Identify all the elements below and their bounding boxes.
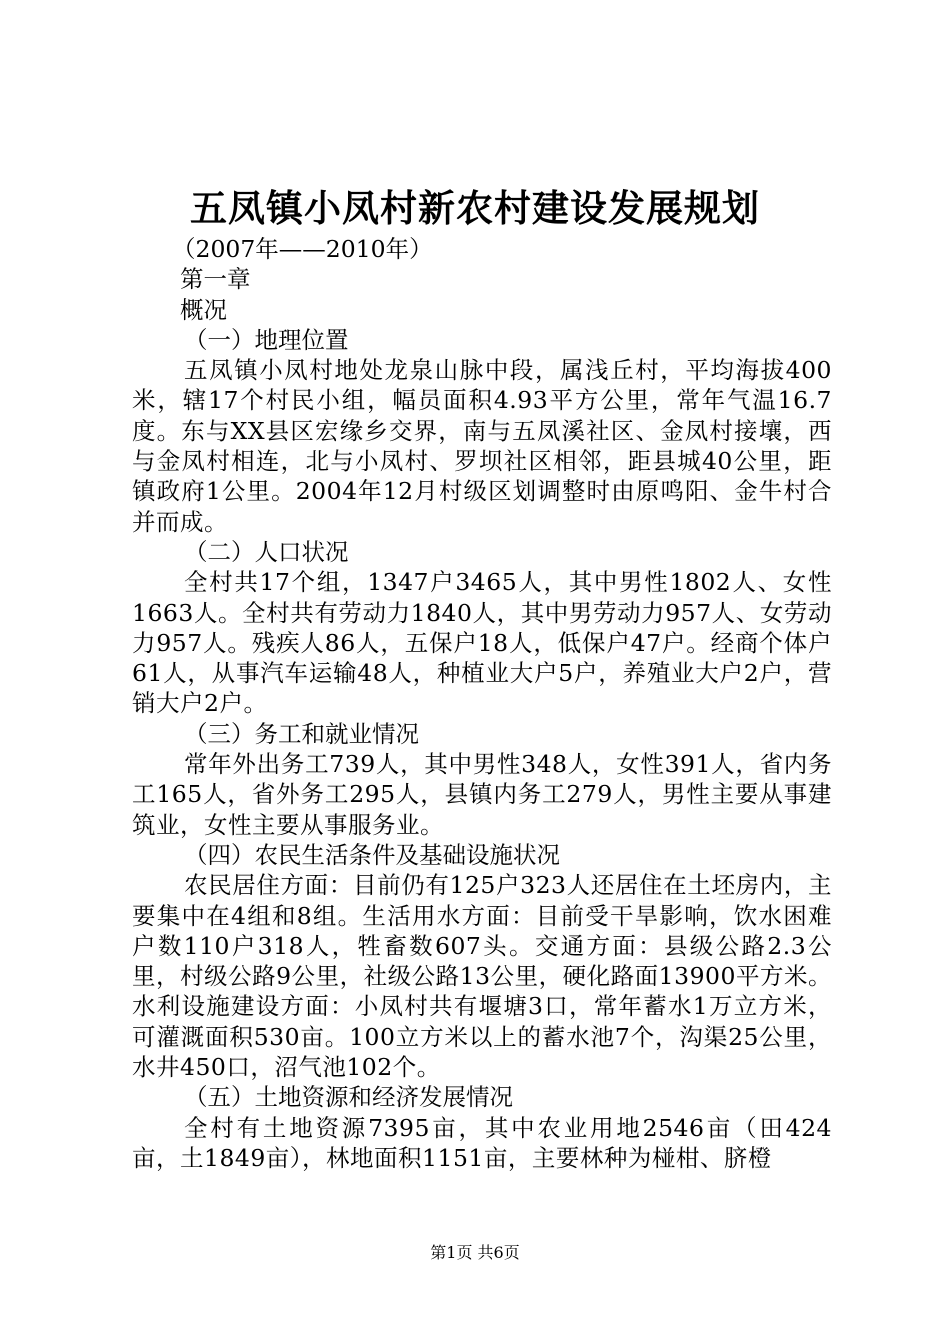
document-title: 五凤镇小凤村新农村建设发展规划 <box>190 186 760 230</box>
section-paragraph: 全村有土地资源7395亩，其中农业用地2546亩（田424亩，土1849亩），林地面积1151亩，主要林种为椪柑、脐橙 <box>132 1113 832 1172</box>
section-paragraph: 常年外出务工739人，其中男性348人，女性391人，省内务工165人，省外务工295人，县镇内务工279人，男性主要从事建筑业，女性主要从事服务业。 <box>132 750 832 839</box>
section-heading: （五）土地资源和经济发展情况 <box>184 1083 513 1112</box>
section-heading: （一）地理位置 <box>184 325 349 354</box>
section-heading: （四）农民生活条件及基础设施状况 <box>184 840 560 869</box>
section-paragraph: 全村共17个组，1347户3465人，其中男性1802人、女性1663人。全村共有劳动力1840人，其中男劳动力957人、女劳动力957人。残疾人86人，五保户18人，低保户47户。经商个体户61人，从事汽车运输48人，种植业大户5户，养殖业大户2户，营销大户2户。 <box>132 568 832 718</box>
chapter-title: 概况 <box>180 295 227 324</box>
chapter-label: 第一章 <box>180 265 251 294</box>
period-line: （2007年——2010年） <box>172 235 433 263</box>
section-heading: （三）务工和就业情况 <box>184 719 419 748</box>
document-body <box>132 234 832 1173</box>
page-number-footer: 第1页 共6页 <box>430 1243 520 1262</box>
section-paragraph: 五凤镇小凤村地处龙泉山脉中段，属浅丘村，平均海拔400米，辖17个村民小组，幅员面积4.93平方公里，常年气温16.7度。东与XX县区宏缘乡交界，南与五凤溪社区、金凤村接壤，西与金凤村相连，北与小凤村、罗坝社区相邻，距县城40公里，距镇政府1公里。2004年12月村级区划调整时由原鸣阳、金牛村合并而成。 <box>132 356 832 536</box>
section-paragraph: 农民居住方面：目前仍有125户323人还居住在土坯房内，主要集中在4组和8组。生活用水方面：目前受干旱影响，饮水困难户数110户318人，牲畜数607头。交通方面：县级公路2.3公里，村级公路9公里，社级公路13公里，硬化路面13900平方米。水利设施建设方面：小凤村共有堰塘3口，常年蓄水1万立方米，可灌溉面积530亩。100立方米以上的蓄水池7个，沟渠25公里，水井450口，沼气池102个。 <box>132 871 832 1082</box>
section-heading: （二）人口状况 <box>184 537 349 566</box>
